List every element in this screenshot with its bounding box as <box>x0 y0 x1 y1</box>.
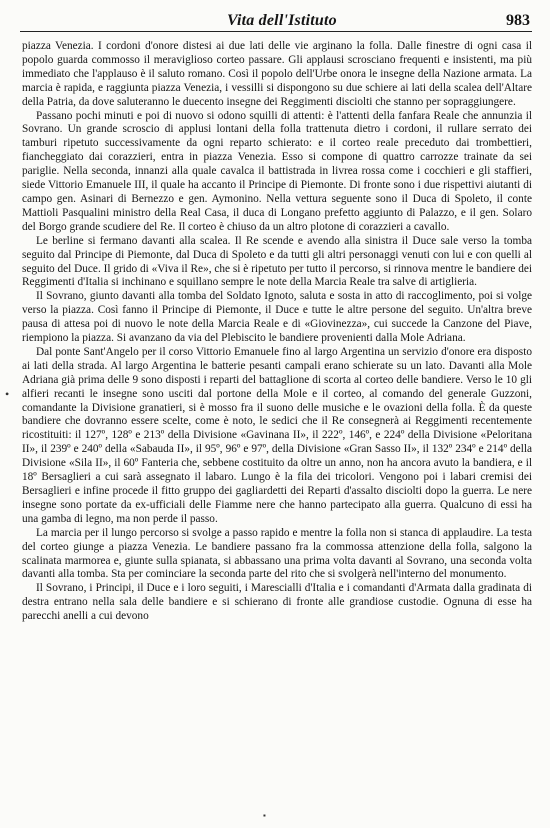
paragraph: Il Sovrano, giunto davanti alla tomba del Soldato Ignoto, saluta e sosta in atto di raccoglimento, poi si volge verso la piazza. Così fanno il Principe di Piemonte, il Duce e tutte le altre persone del seguito. Un'altra breve pausa di attesa poi di nuovo le note della Marcia Reale e di «Giovinezza», cui succede la Canzone del Piave, riempiono la piazza. Si avanzano da via del Plebiscito le bandiere provenienti dalla Mole Adriana. <box>22 290 532 345</box>
article-body <box>22 40 532 624</box>
print-mark: ▪ <box>263 811 266 820</box>
paragraph: La marcia per il lungo percorso si svolge a passo rapido e mentre la folla non si stanca di applaudire. La testa del corteo giunge a piazza Venezia. Le bandiere passano fra la commossa attenzione della folla, salgono la scalinata marmorea e, giunte sulla spianata, si abbassano una prima volta davanti al Sovrano, una seconda volta davanti alla tomba. Sta per cominciare la seconda parte del rito che si svolgerà nell'interno del monumento. <box>22 526 532 581</box>
paragraph: Dal ponte Sant'Angelo per il corso Vittorio Emanuele fino al largo Argentina un servizio d'onore era disposto ai lati della strada. Al largo Argentina le batterie pesanti campali erano schierate su un lato. Davanti alla Mole Adriana già prima delle 9 sono disposti i reparti del battaglione di scorta al corteo delle bandiere. Verso le 10 gli alfieri recanti le insegne sono usciti dal portone della Mole e il corteo, al comando del generale Guzzoni, comandante la Divisione granatieri, si è mosso fra il suono delle musiche e le ovazioni della folla. È da queste bandiere che dovranno essere scelte, come è noto, le sedici che il Re consegnerà ai Reggimenti recentemente ricostituiti: il 127º, 128º e 213º della Divisione «Gavinana II», il 222º, 146º, e 224º della Divisione «Peloritana II», il 239º e 240º della «Sabauda II», il 95º, 96º e 97º, della Divisione «Gran Sasso II», il 132º 234º e 214º della Divisione «Sila II», il 60º Fanteria che, sebbene costituito da oltre un anno, non ha ancora avuto la bandiera, e il 18º Bersaglieri a cui sarà assegnato il labaro. Lungo è la fila dei tricolori. Vengono poi i labari cremisi dei Bersaglieri e infine procede il fitto gruppo dei gagliardetti dei Reparti d'assalto disciolti dopo la guerra. Le nere insegne sono portate da ex-ufficiali delle Fiamme nere che hanno partecipato alla guerra. Qualcuno di essi ha una gamba di legno, ma non perde il passo. <box>22 345 532 525</box>
running-title: Vita dell'Istituto <box>227 12 337 29</box>
margin-mark: • <box>5 387 10 401</box>
page-header <box>20 6 532 32</box>
paragraph: piazza Venezia. I cordoni d'onore distesi ai due lati delle vie arginano la folla. Dalle finestre di ogni casa il popolo guarda commosso il meraviglioso corteo passare. Gli applausi scrosciano frequenti e insistenti, ma più immediato che l'applauso è il saluto romano. Così il popolo dell'Urbe onora le insegne della Nazione armata. La marcia è rapida, e raggiunta piazza Venezia, i vessilli si dispongono su due schiere ai lati della scalea dell'Altare della Patria, da dove saluteranno le duecento insegne dei Reggimenti disciolti che stanno per sopraggiungere. <box>22 40 532 108</box>
paragraph: Il Sovrano, i Principi, il Duce e i loro seguiti, i Marescialli d'Italia e i comandanti d'Armata dalla gradinata di destra entrano nella sala delle bandiere e si schierano di fronte alle grandiose custodie. Ognuna di esse ha parecchi anelli a cui devono <box>22 582 532 623</box>
header-rule <box>20 31 532 32</box>
paragraph: Passano pochi minuti e poi di nuovo si odono squilli di attenti: è l'attenti della fanfara Reale che annunzia il Sovrano. Un grande scroscio di applusi lontani della folla trattenuta dietro i cordoni, il rullare serrato dei tamburi ripetuto successivamente da ogni reparto schierato: e il corteo reale preceduto dai trombettieri, fiancheggiato dai corazzieri, entra in piazza Venezia. Esso si compone di quattro carrozze trainate da sei pariglie. Nella seconda, innanzi alla quale cavalca il battistrada in livrea rossa come i cocchieri e gli staffieri, siede Vittorio Emanuele III, il quale ha accanto il Principe di Piemonte. Di fronte sono i due rispettivi aiutanti di campo gen. Asinari di Bernezzo e gen. Aymonino. Nella vettura seguente sono il Duca di Spoleto, il conte Mattioli Pasqualini ministro della Real Casa, il duca di Longano prefetto aggiunto di Palazzo, e il gen. Solaro del Borgo grande scudiere del Re. Il corteo è chiuso da un altro plotone di corazzieri a cavallo. <box>22 109 532 233</box>
page-number: 983 <box>506 12 530 29</box>
paragraph: Le berline si fermano davanti alla scalea. Il Re scende e avendo alla sinistra il Duce sale verso la tomba seguito dal Principe di Piemonte, dal Duca di Spoleto e da tutti gli altri personaggi venuti con lui e con quelli al seguito del Duce. Il grido di «Viva il Re», che si è ripetuto per tutto il percorso, si rinnova mentre le bandiere dei Reggimenti d'Italia si inchinano e squillano sempre le note della Marcia Reale tra salve di artiglieria. <box>22 234 532 289</box>
